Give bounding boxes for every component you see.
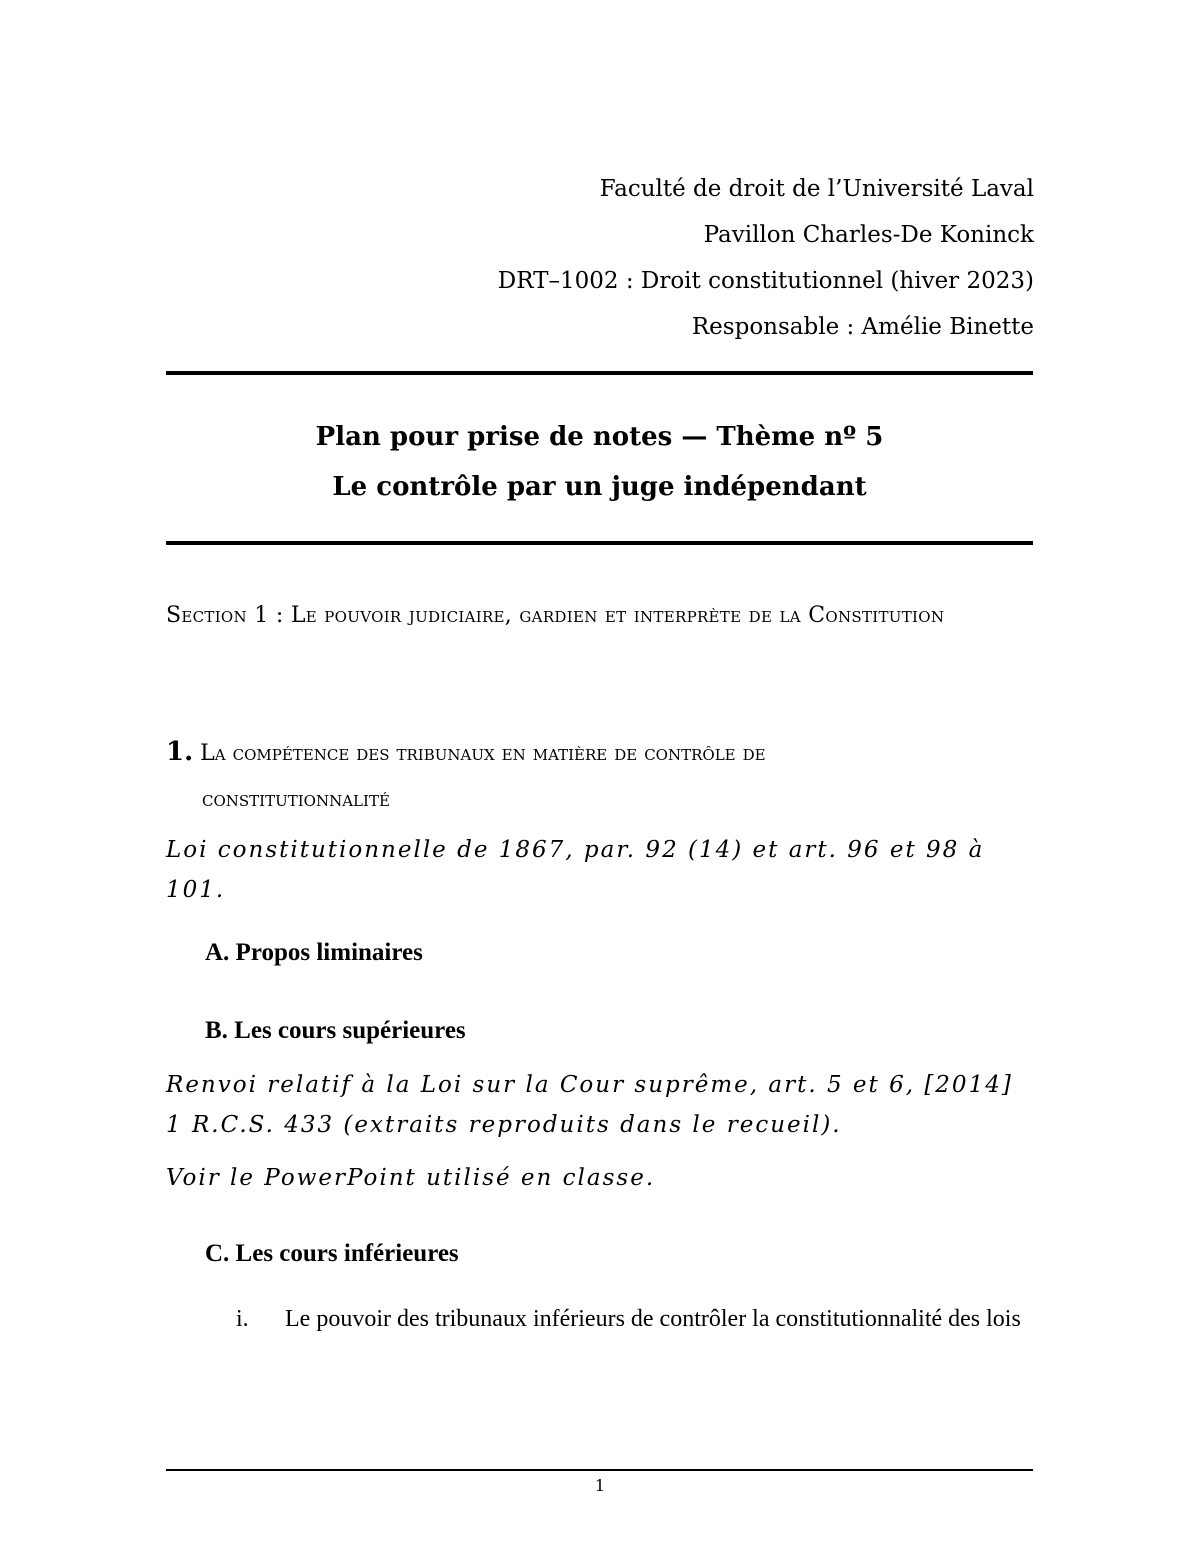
part-b-heading: B. Les cours supérieures <box>205 1017 466 1044</box>
title-line-2: Le contrôle par un juge indépendant <box>332 472 867 502</box>
page-number: 1 <box>594 1476 606 1495</box>
header-instructor: Responsable : Amélie Binette <box>691 314 1034 340</box>
header-building: Pavillon Charles-De Koninck <box>703 222 1034 248</box>
section-heading: Section 1 : Le pouvoir judiciaire, gardien et interprète de la Constitution <box>166 603 945 628</box>
title-divider <box>166 541 1033 545</box>
subsection-title-line-2: constitutionnalité <box>202 787 390 812</box>
subsection-reference: Loi constitutionnelle de 1867, par. 92 (14) et art. 96 et 98 à 101. <box>166 837 985 903</box>
part-b-note: Voir le PowerPoint utilisé en classe. <box>166 1165 656 1191</box>
header-course: DRT–1002 : Droit constitutionnel (hiver 2023) <box>497 268 1034 294</box>
top-divider <box>166 371 1033 375</box>
document-header <box>498 166 1034 350</box>
list-item-marker: i. <box>236 1306 249 1332</box>
part-b-reference: Renvoi relatif à la Loi sur la Cour suprême, art. 5 et 6, [2014] 1 R.C.S. 433 (extraits reproduits dans le recueil). <box>166 1072 1013 1138</box>
subsection-heading <box>166 729 1033 823</box>
header-faculty: Faculté de droit de l’Université Laval <box>599 176 1034 202</box>
subsection-number: 1. <box>166 737 194 767</box>
document-title <box>166 412 1033 512</box>
part-a-heading: A. Propos liminaires <box>205 939 423 966</box>
subsection-title-line-1: La compétence des tribunaux en matière de contrôle de <box>200 741 766 766</box>
part-c-heading: C. Les cours inférieures <box>205 1240 459 1267</box>
list-item <box>236 1299 1033 1340</box>
title-line-1: Plan pour prise de notes — Thème nº 5 <box>315 422 884 452</box>
footer-divider <box>166 1469 1033 1471</box>
list-item-text: Le pouvoir des tribunaux inférieurs de contrôler la constitutionnalité des lois <box>285 1306 1021 1332</box>
